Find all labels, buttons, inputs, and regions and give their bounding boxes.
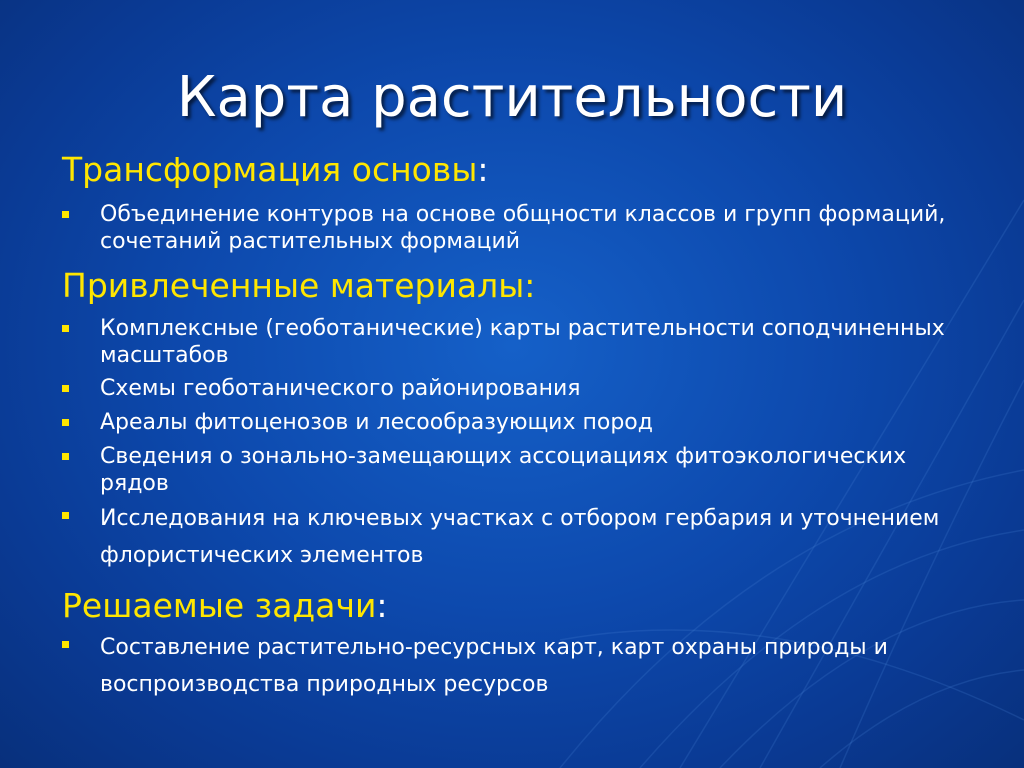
section-heading-transformation	[62, 150, 489, 190]
bullet-item	[100, 629, 980, 703]
section-heading-colon: :	[376, 586, 388, 625]
bullet-item	[100, 201, 980, 255]
section-heading-text: Трансформация основы	[62, 150, 478, 189]
bullet-item	[100, 443, 980, 497]
bullet-text: Комплексные (геоботанические) карты растительности соподчиненных масштабов	[100, 316, 945, 368]
bullet-item	[100, 500, 980, 574]
slide-title: Карта растительности	[176, 65, 848, 130]
bullet-text: Объединение контуров на основе общности классов и групп формаций, сочетаний растительных формаций	[100, 202, 946, 254]
section-heading-text: Решаемые задачи	[62, 586, 377, 625]
section-heading-text: Привлеченные материалы:	[62, 266, 536, 305]
bullet-text: Схемы геоботанического районирования	[100, 376, 581, 401]
square-bullet-icon	[62, 419, 69, 426]
section-heading-tasks	[62, 586, 388, 626]
square-bullet-icon	[62, 512, 69, 519]
square-bullet-icon	[62, 325, 69, 332]
section-heading-colon: :	[477, 150, 489, 189]
bullet-text: Составление растительно-ресурсных карт, карт охраны природы и воспроизводства природных ресурсов	[100, 635, 888, 697]
square-bullet-icon	[62, 385, 69, 392]
bullet-text: Сведения о зонально-замещающих ассоциациях фитоэкологических рядов	[100, 444, 907, 496]
bullet-text: Ареалы фитоценозов и лесообразующих пород	[100, 410, 653, 435]
bullet-item	[100, 409, 980, 436]
bullet-item	[100, 375, 980, 402]
bullet-item	[100, 315, 980, 369]
square-bullet-icon	[62, 211, 69, 218]
square-bullet-icon	[62, 641, 69, 648]
bullet-text: Исследования на ключевых участках с отбором гербария и уточнением флористических элементов	[100, 506, 940, 568]
section-heading-materials	[62, 266, 535, 306]
square-bullet-icon	[62, 453, 69, 460]
